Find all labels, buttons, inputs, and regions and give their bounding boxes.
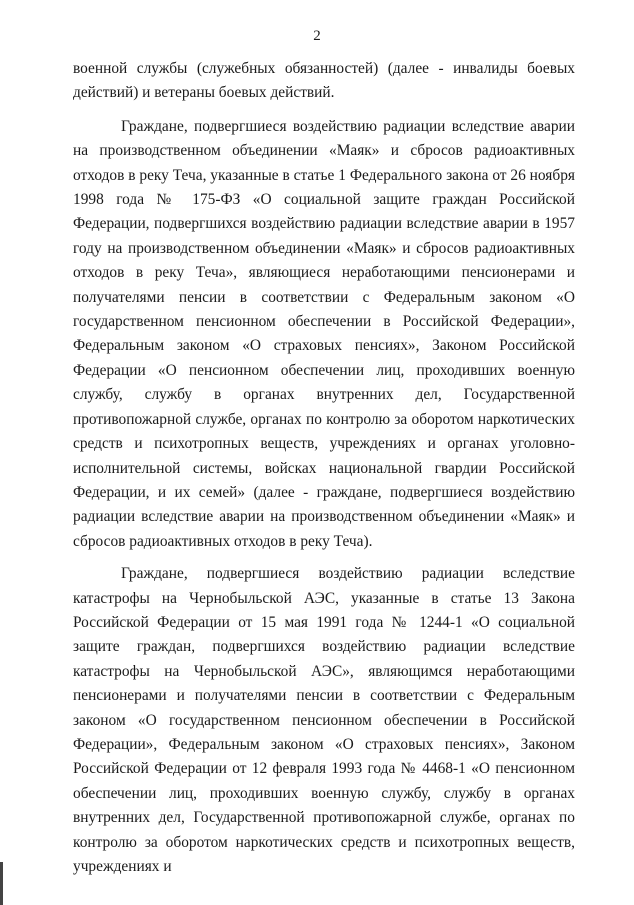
page-number: 2 [313, 28, 321, 44]
document-body [73, 57, 575, 879]
paragraph-chernobyl-citizens: Граждане, подвергшиеся воздействию радиации вследствие катастрофы на Чернобыльской АЭС, указанные в статье 13 Закона Российской Федерации от 15 мая 1991 года № 1244-1 «О социальной защите граждан, подвергшихся воздействию радиации вследствие катастрофы на Чернобыльской АЭС», являющимся неработающими пенсионерами и получателями пенсии в соответствии с Федеральным законом «О государственном пенсионном обеспечении в Российской Федерации», Федеральным законом «О страховых пенсиях», Законом Российской Федерации от 12 февраля 1993 года № 4468-1 «О пенсионном обеспечении лиц, проходивших военную службу, службу в органах внутренних дел, Государственной противопожарной службе, органах по контролю за оборотом наркотических средств и психотропных веществ, учреждениях и [73, 565, 575, 875]
paragraph-mayak-citizens: Граждане, подвергшиеся воздействию радиации вследствие аварии на производственном объединении «Маяк» и сбросов радиоактивных отходов в реку Теча, указанные в статье 1 Федерального закона от 26 ноября 1998 года № 175-ФЗ «О социальной защите граждан Российской Федерации, подвергшихся воздействию радиации вследствие аварии в 1957 году на производственном объединении «Маяк» и сбросов радиоактивных отходов в реку Теча», являющиеся неработающими пенсионерами и получателями пенсии в соответствии с Федеральным законом «О государственном пенсионном обеспечении в Российской Федерации», Федеральным законом «О страховых пенсиях», Законом Российской Федерации «О пенсионном обеспечении лиц, проходивших военную службу, службу в органах внутренних дел, Государственной противопожарной службе, органах по контролю за оборотом наркотических средств и психотропных веществ, учреждениях и органах уголовно-исполнительной системы, войсках национальной гвардии Российской Федерации, и их семей» (далее - граждане, подвергшиеся воздействию радиации вследствие аварии на производственном объединении «Маяк» и сбросов радиоактивных отходов в реку Теча). [73, 117, 575, 550]
paragraph-continuation: военной службы (служебных обязанностей) (далее - инвалиды боевых действий) и ветераны боевых действий. [73, 60, 575, 102]
scan-edge-mark [0, 862, 3, 905]
